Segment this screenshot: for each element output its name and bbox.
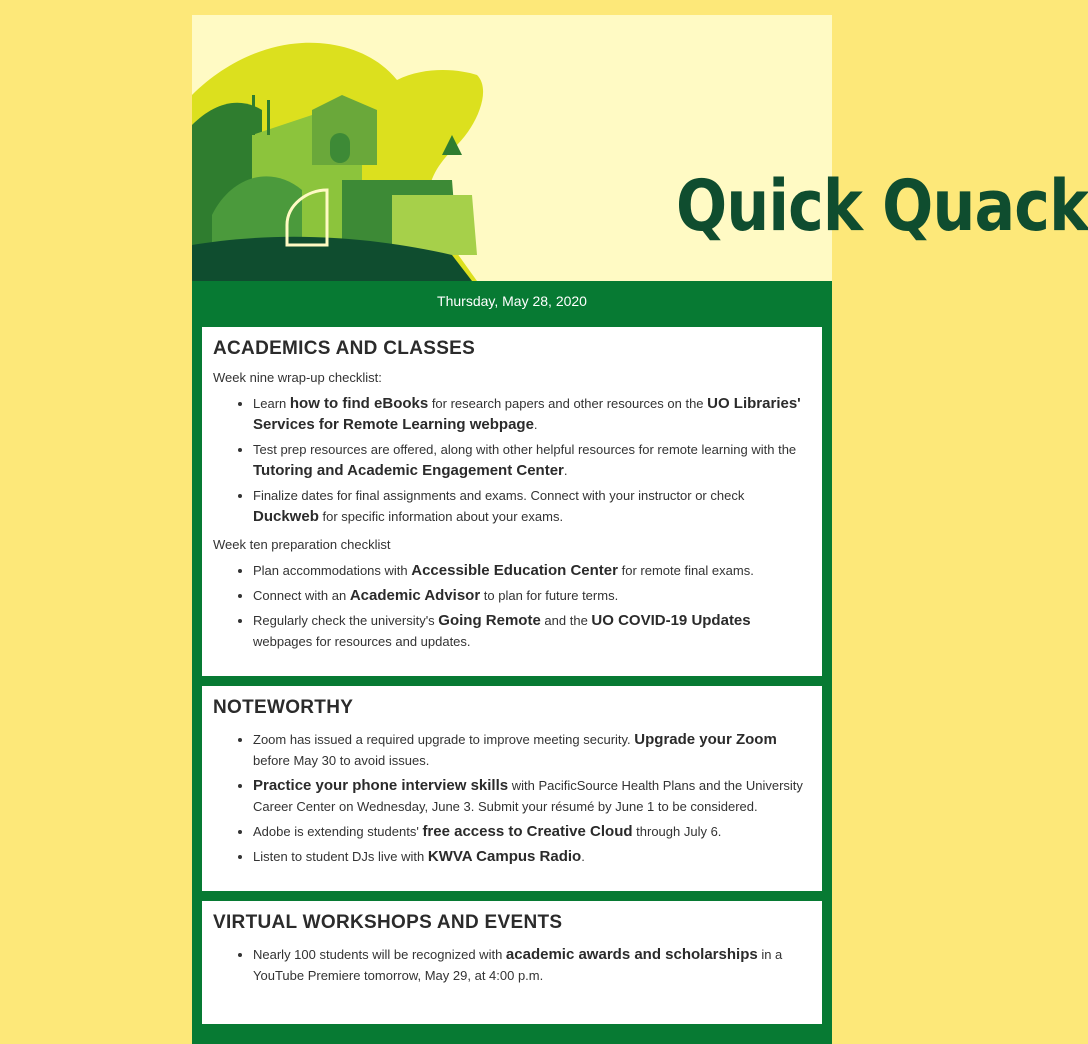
list-item: • Regularly check the university's Going Remote and the UO COVID-19 Updates webpages for resources and updates.	[253, 610, 811, 652]
week9-list	[213, 393, 811, 527]
uo-libraries-link[interactable]: UO Libraries' Services for Remote Learning webpage	[253, 395, 801, 433]
awards-scholarships-link[interactable]: academic awards and scholarships	[505, 946, 758, 963]
list-item: • Finalize dates for final assignments and exams. Connect with your instructor or check Duckweb for specific information about your exams.	[253, 485, 811, 527]
week9-intro: Week nine wrap-up checklist:	[213, 370, 382, 385]
campus-duck-illustration-icon	[192, 15, 492, 281]
section-heading: NOTEWORTHY	[213, 697, 354, 718]
list-item: • Nearly 100 students will be recognized with academic awards and scholarships in a YouTube Premiere tomorrow, May 29, at 4:00 p.m.	[253, 944, 811, 986]
list-item: • Zoom has issued a required upgrade to improve meeting security. Upgrade your Zoom before May 30 to avoid issues.	[253, 729, 811, 771]
issue-date: Thursday, May 28, 2020	[437, 293, 587, 309]
brand-title: Quick Quack	[676, 165, 1088, 247]
content-area	[192, 281, 832, 1044]
newsletter	[192, 15, 1088, 1044]
kwva-radio-link[interactable]: KWVA Campus Radio	[427, 848, 582, 865]
section-academics	[202, 327, 822, 676]
week10-list	[213, 560, 811, 652]
list-item: • Test prep resources are offered, along with other helpful resources for remote learning with the Tutoring and Academic Engagement Center.	[253, 439, 811, 481]
list-item: • Listen to student DJs live with KWVA Campus Radio.	[253, 846, 811, 867]
going-remote-link[interactable]: Going Remote	[438, 612, 541, 629]
section-heading: VIRTUAL WORKSHOPS AND EVENTS	[213, 912, 563, 933]
upgrade-zoom-link[interactable]: Upgrade your Zoom	[634, 731, 777, 748]
duckweb-link[interactable]: Duckweb	[253, 508, 319, 525]
section-heading: ACADEMICS AND CLASSES	[213, 338, 476, 359]
covid-updates-link[interactable]: UO COVID-19 Updates	[591, 612, 751, 629]
list-item: • Plan accommodations with Accessible Education Center for remote final exams.	[253, 560, 811, 581]
accessible-education-link[interactable]: Accessible Education Center	[411, 562, 618, 579]
header-banner	[192, 15, 1088, 281]
tutoring-center-link[interactable]: Tutoring and Academic Engagement Center	[253, 462, 564, 479]
list-item: • Learn how to find eBooks for research papers and other resources on the UO Libraries' Services for Remote Learning webpage.	[253, 393, 811, 435]
section-workshops	[202, 901, 822, 1024]
list-item: • Adobe is extending students' free access to Creative Cloud through July 6.	[253, 821, 811, 842]
week10-intro: Week ten preparation checklist	[213, 537, 391, 552]
phone-interview-link[interactable]: Practice your phone interview skills	[253, 777, 509, 794]
academic-advisor-link[interactable]: Academic Advisor	[349, 587, 481, 604]
list-item: • Practice your phone interview skills with PacificSource Health Plans and the University Career Center on Wednesday, June 3. Submit your résumé by June 1 to be considered.	[253, 775, 811, 817]
creative-cloud-link[interactable]: free access to Creative Cloud	[422, 823, 633, 840]
ebooks-link[interactable]: how to find eBooks	[289, 395, 429, 412]
section-noteworthy	[202, 686, 822, 891]
workshops-list	[213, 944, 811, 986]
noteworthy-list	[213, 729, 811, 867]
list-item: • Connect with an Academic Advisor to plan for future terms.	[253, 585, 811, 606]
